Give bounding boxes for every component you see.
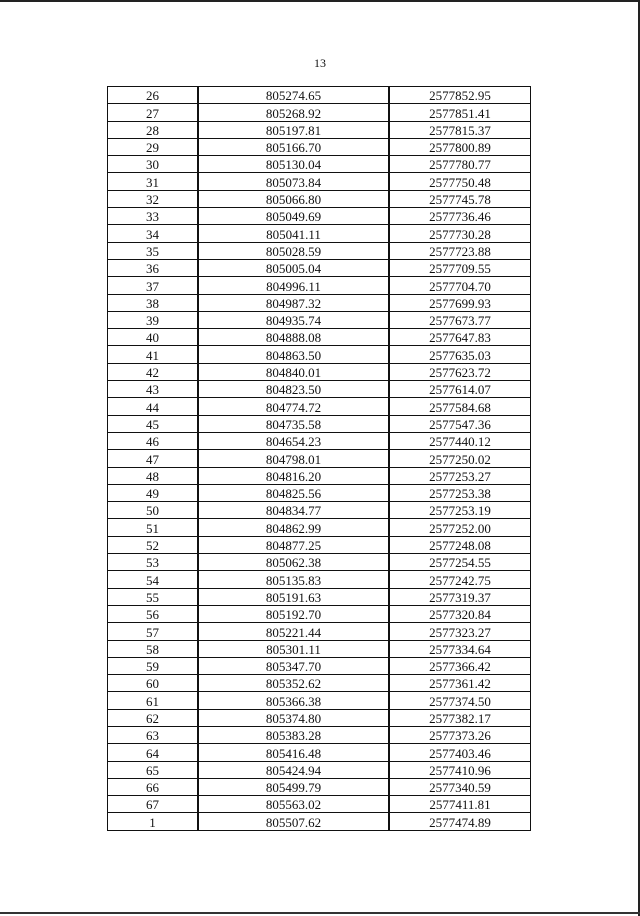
x-coordinate-cell: 805041.11 <box>198 225 389 242</box>
x-coordinate-cell: 805347.70 <box>198 657 389 674</box>
y-coordinate-cell: 2577382.17 <box>389 709 531 726</box>
table-row <box>108 156 531 173</box>
table-row <box>108 554 531 571</box>
y-coordinate-cell: 2577252.00 <box>389 519 531 536</box>
point-number-cell: 63 <box>108 726 199 743</box>
table-row <box>108 311 531 328</box>
point-number-cell: 61 <box>108 692 199 709</box>
x-coordinate-cell: 805049.69 <box>198 208 389 225</box>
x-coordinate-cell: 804935.74 <box>198 311 389 328</box>
y-coordinate-cell: 2577584.68 <box>389 398 531 415</box>
x-coordinate-cell: 804888.08 <box>198 329 389 346</box>
point-number-cell: 33 <box>108 208 199 225</box>
y-coordinate-cell: 2577736.46 <box>389 208 531 225</box>
table-row <box>108 502 531 519</box>
x-coordinate-cell: 805301.11 <box>198 640 389 657</box>
page-border-top <box>0 0 640 2</box>
point-number-cell: 32 <box>108 190 199 207</box>
y-coordinate-cell: 2577253.38 <box>389 484 531 501</box>
point-number-cell: 58 <box>108 640 199 657</box>
y-coordinate-cell: 2577730.28 <box>389 225 531 242</box>
x-coordinate-cell: 804863.50 <box>198 346 389 363</box>
y-coordinate-cell: 2577248.08 <box>389 536 531 553</box>
point-number-cell: 64 <box>108 744 199 761</box>
point-number-cell: 56 <box>108 605 199 622</box>
y-coordinate-cell: 2577319.37 <box>389 588 531 605</box>
y-coordinate-cell: 2577745.78 <box>389 190 531 207</box>
table-row <box>108 536 531 553</box>
y-coordinate-cell: 2577547.36 <box>389 415 531 432</box>
x-coordinate-cell: 805005.04 <box>198 259 389 276</box>
y-coordinate-cell: 2577323.27 <box>389 623 531 640</box>
y-coordinate-cell: 2577320.84 <box>389 605 531 622</box>
y-coordinate-cell: 2577815.37 <box>389 121 531 138</box>
point-number-cell: 45 <box>108 415 199 432</box>
table-row <box>108 657 531 674</box>
x-coordinate-cell: 804825.56 <box>198 484 389 501</box>
table-row <box>108 363 531 380</box>
y-coordinate-cell: 2577254.55 <box>389 554 531 571</box>
x-coordinate-cell: 805135.83 <box>198 571 389 588</box>
point-number-cell: 39 <box>108 311 199 328</box>
point-number-cell: 62 <box>108 709 199 726</box>
point-number-cell: 48 <box>108 467 199 484</box>
x-coordinate-cell: 804823.50 <box>198 381 389 398</box>
point-number-cell: 66 <box>108 778 199 795</box>
point-number-cell: 60 <box>108 675 199 692</box>
point-number-cell: 59 <box>108 657 199 674</box>
y-coordinate-cell: 2577635.03 <box>389 346 531 363</box>
y-coordinate-cell: 2577699.93 <box>389 294 531 311</box>
coordinate-table-body <box>108 87 531 831</box>
table-row <box>108 744 531 761</box>
x-coordinate-cell: 805197.81 <box>198 121 389 138</box>
x-coordinate-cell: 805191.63 <box>198 588 389 605</box>
point-number-cell: 47 <box>108 450 199 467</box>
x-coordinate-cell: 805507.62 <box>198 813 389 830</box>
x-coordinate-cell: 804654.23 <box>198 432 389 449</box>
point-number-cell: 26 <box>108 87 199 104</box>
table-row <box>108 571 531 588</box>
point-number-cell: 52 <box>108 536 199 553</box>
x-coordinate-cell: 805073.84 <box>198 173 389 190</box>
table-row <box>108 346 531 363</box>
point-number-cell: 36 <box>108 259 199 276</box>
table-row <box>108 259 531 276</box>
table-row <box>108 432 531 449</box>
y-coordinate-cell: 2577374.50 <box>389 692 531 709</box>
point-number-cell: 53 <box>108 554 199 571</box>
y-coordinate-cell: 2577780.77 <box>389 156 531 173</box>
coordinate-table <box>107 86 531 831</box>
table-row <box>108 415 531 432</box>
x-coordinate-cell: 804834.77 <box>198 502 389 519</box>
point-number-cell: 46 <box>108 432 199 449</box>
table-row <box>108 277 531 294</box>
table-row <box>108 692 531 709</box>
x-coordinate-cell: 805563.02 <box>198 796 389 813</box>
point-number-cell: 27 <box>108 104 199 121</box>
table-row <box>108 87 531 104</box>
y-coordinate-cell: 2577340.59 <box>389 778 531 795</box>
table-row <box>108 173 531 190</box>
x-coordinate-cell: 804996.11 <box>198 277 389 294</box>
y-coordinate-cell: 2577673.77 <box>389 311 531 328</box>
x-coordinate-cell: 805416.48 <box>198 744 389 761</box>
table-row <box>108 813 531 830</box>
y-coordinate-cell: 2577253.27 <box>389 467 531 484</box>
table-row <box>108 623 531 640</box>
point-number-cell: 65 <box>108 761 199 778</box>
y-coordinate-cell: 2577250.02 <box>389 450 531 467</box>
y-coordinate-cell: 2577474.89 <box>389 813 531 830</box>
x-coordinate-cell: 804840.01 <box>198 363 389 380</box>
table-row <box>108 398 531 415</box>
y-coordinate-cell: 2577366.42 <box>389 657 531 674</box>
point-number-cell: 1 <box>108 813 199 830</box>
x-coordinate-cell: 805130.04 <box>198 156 389 173</box>
table-row <box>108 467 531 484</box>
x-coordinate-cell: 804877.25 <box>198 536 389 553</box>
point-number-cell: 50 <box>108 502 199 519</box>
x-coordinate-cell: 805166.70 <box>198 138 389 155</box>
x-coordinate-cell: 804987.32 <box>198 294 389 311</box>
table-row <box>108 778 531 795</box>
point-number-cell: 43 <box>108 381 199 398</box>
page-number: 13 <box>314 56 326 70</box>
point-number-cell: 67 <box>108 796 199 813</box>
table-row <box>108 208 531 225</box>
point-number-cell: 37 <box>108 277 199 294</box>
y-coordinate-cell: 2577242.75 <box>389 571 531 588</box>
point-number-cell: 57 <box>108 623 199 640</box>
y-coordinate-cell: 2577440.12 <box>389 432 531 449</box>
y-coordinate-cell: 2577334.64 <box>389 640 531 657</box>
table-row <box>108 242 531 259</box>
table-row <box>108 761 531 778</box>
point-number-cell: 35 <box>108 242 199 259</box>
y-coordinate-cell: 2577723.88 <box>389 242 531 259</box>
point-number-cell: 42 <box>108 363 199 380</box>
table-row <box>108 294 531 311</box>
table-row <box>108 605 531 622</box>
point-number-cell: 29 <box>108 138 199 155</box>
table-row <box>108 484 531 501</box>
table-row <box>108 121 531 138</box>
table-row <box>108 675 531 692</box>
point-number-cell: 28 <box>108 121 199 138</box>
y-coordinate-cell: 2577704.70 <box>389 277 531 294</box>
point-number-cell: 31 <box>108 173 199 190</box>
y-coordinate-cell: 2577411.81 <box>389 796 531 813</box>
x-coordinate-cell: 805066.80 <box>198 190 389 207</box>
x-coordinate-cell: 804774.72 <box>198 398 389 415</box>
table-row <box>108 138 531 155</box>
x-coordinate-cell: 804862.99 <box>198 519 389 536</box>
x-coordinate-cell: 805424.94 <box>198 761 389 778</box>
point-number-cell: 49 <box>108 484 199 501</box>
table-row <box>108 588 531 605</box>
table-row <box>108 450 531 467</box>
x-coordinate-cell: 805374.80 <box>198 709 389 726</box>
x-coordinate-cell: 805221.44 <box>198 623 389 640</box>
x-coordinate-cell: 805192.70 <box>198 605 389 622</box>
point-number-cell: 44 <box>108 398 199 415</box>
x-coordinate-cell: 805268.92 <box>198 104 389 121</box>
y-coordinate-cell: 2577614.07 <box>389 381 531 398</box>
table-row <box>108 796 531 813</box>
table-row <box>108 190 531 207</box>
x-coordinate-cell: 804798.01 <box>198 450 389 467</box>
table-row <box>108 726 531 743</box>
point-number-cell: 30 <box>108 156 199 173</box>
x-coordinate-cell: 805274.65 <box>198 87 389 104</box>
y-coordinate-cell: 2577403.46 <box>389 744 531 761</box>
x-coordinate-cell: 805028.59 <box>198 242 389 259</box>
table-row <box>108 640 531 657</box>
y-coordinate-cell: 2577410.96 <box>389 761 531 778</box>
x-coordinate-cell: 805499.79 <box>198 778 389 795</box>
y-coordinate-cell: 2577647.83 <box>389 329 531 346</box>
x-coordinate-cell: 804816.20 <box>198 467 389 484</box>
x-coordinate-cell: 805352.62 <box>198 675 389 692</box>
x-coordinate-cell: 804735.58 <box>198 415 389 432</box>
y-coordinate-cell: 2577851.41 <box>389 104 531 121</box>
y-coordinate-cell: 2577361.42 <box>389 675 531 692</box>
table-row <box>108 381 531 398</box>
table-row <box>108 519 531 536</box>
point-number-cell: 41 <box>108 346 199 363</box>
point-number-cell: 40 <box>108 329 199 346</box>
point-number-cell: 34 <box>108 225 199 242</box>
x-coordinate-cell: 805383.28 <box>198 726 389 743</box>
point-number-cell: 55 <box>108 588 199 605</box>
y-coordinate-cell: 2577253.19 <box>389 502 531 519</box>
point-number-cell: 38 <box>108 294 199 311</box>
page-border-bottom <box>0 912 640 914</box>
y-coordinate-cell: 2577709.55 <box>389 259 531 276</box>
x-coordinate-cell: 805366.38 <box>198 692 389 709</box>
y-coordinate-cell: 2577800.89 <box>389 138 531 155</box>
y-coordinate-cell: 2577623.72 <box>389 363 531 380</box>
table-row <box>108 104 531 121</box>
y-coordinate-cell: 2577373.26 <box>389 726 531 743</box>
point-number-cell: 51 <box>108 519 199 536</box>
y-coordinate-cell: 2577852.95 <box>389 87 531 104</box>
table-row <box>108 225 531 242</box>
table-row <box>108 329 531 346</box>
y-coordinate-cell: 2577750.48 <box>389 173 531 190</box>
point-number-cell: 54 <box>108 571 199 588</box>
x-coordinate-cell: 805062.38 <box>198 554 389 571</box>
table-row <box>108 709 531 726</box>
